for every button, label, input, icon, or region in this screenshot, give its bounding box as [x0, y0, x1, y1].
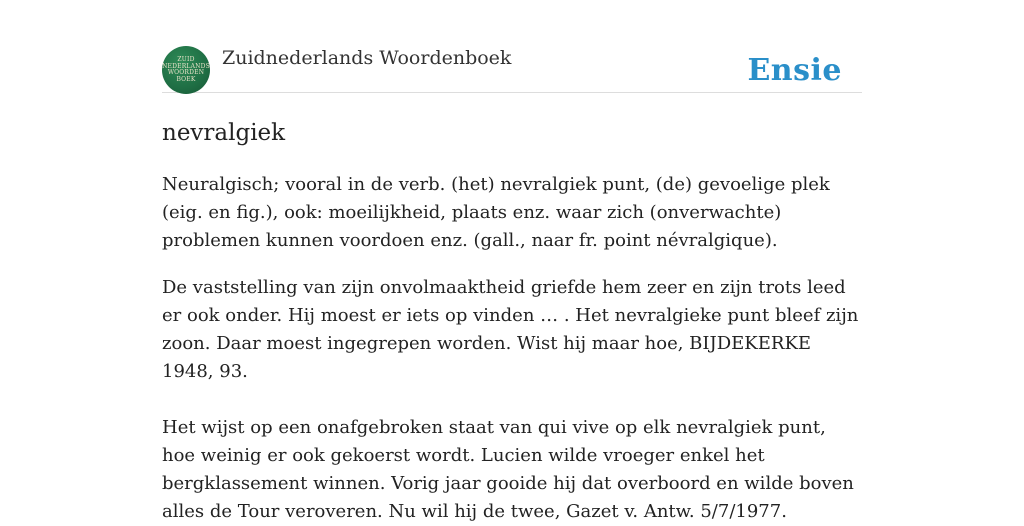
- entry-quote: De vaststelling van zijn onvolmaaktheid griefde hem zeer en zijn trots leed er ook onder. Hij moest er iets op vinden … . Het nevralgieke punt bleef zijn zoon. Daar moest ingegrepen worden. Wist hij maar hoe, BIJDEKERKE 1948, 93.: [162, 277, 859, 382]
- dictionary-logo[interactable]: [162, 46, 210, 94]
- header: [162, 40, 862, 93]
- logo-line: WOORDEN: [167, 69, 205, 76]
- logo-line: BOEK: [176, 75, 196, 83]
- site-title-link[interactable]: Zuidnederlands Woordenboek: [222, 47, 512, 69]
- ensie-brand-link[interactable]: Ensie: [747, 53, 842, 88]
- entry-definition: Neuralgisch; vooral in de verb. (het) nevralgiek punt, (de) gevoelige plek (eig. en fig.), ook: moeilijkheid, plaats enz. waar zich (onverwachte) problemen kunnen voordoen enz. (gall., naar fr. point névralgique).: [162, 174, 830, 251]
- page-container: [162, 40, 862, 526]
- logo-line: ZUID: [177, 56, 195, 63]
- entry-headword: nevralgiek: [162, 120, 286, 146]
- logo-line: NEDERLANDS: [162, 62, 210, 70]
- entry-quote: Het wijst op een onafgebroken staat van qui vive op elk nevralgiek punt, hoe weinig er ook gekoerst wordt. Lucien wilde vroeger enkel het bergklassement winnen. Vorig jaar gooide hij dat overboord en wilde boven alles de Tour veroveren. Nu wil hij de twee, Gazet v. Antw. 5/7/1977.: [162, 417, 854, 522]
